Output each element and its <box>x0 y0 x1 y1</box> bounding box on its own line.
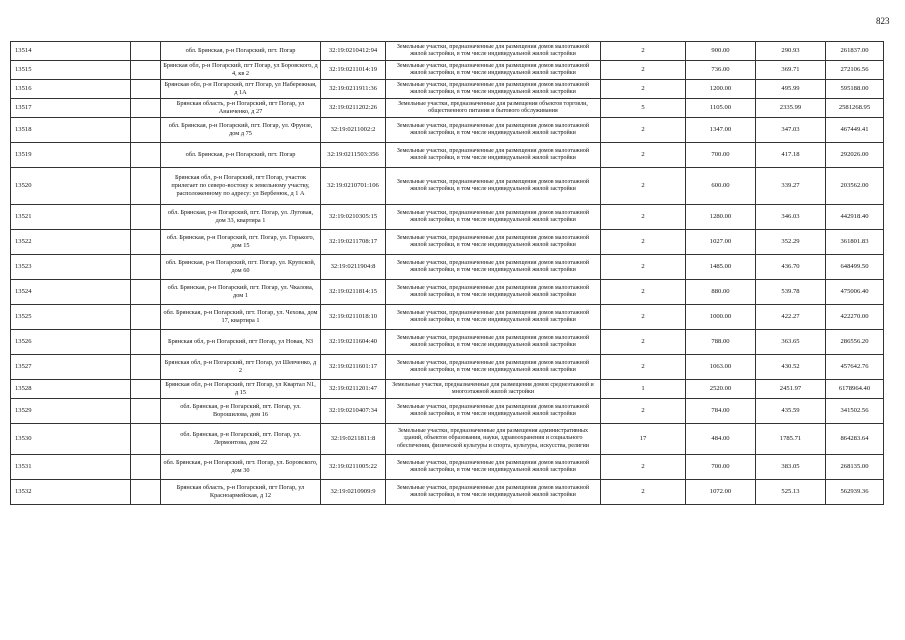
cell-address: обл. Брянская, р-н Погарский, пгт. Погар, ул. Боровского, дом 30 <box>161 455 321 480</box>
cell-group: 2 <box>601 118 686 143</box>
table-row <box>11 42 884 61</box>
cell-area: 788.00 <box>686 330 756 355</box>
cell-blank <box>131 42 161 61</box>
table-row <box>11 168 884 205</box>
cell-id: 13518 <box>11 118 131 143</box>
cell-specific-value: 363.65 <box>756 330 826 355</box>
cell-group: 2 <box>601 355 686 380</box>
cell-cadastral-number: 32:19:0210701:106 <box>321 168 386 205</box>
cell-cadastral-value: 6178964.40 <box>826 380 884 399</box>
table-row <box>11 99 884 118</box>
cell-specific-value: 369.71 <box>756 61 826 80</box>
cell-cadastral-value: 361801.83 <box>826 230 884 255</box>
cell-specific-value: 346.03 <box>756 205 826 230</box>
cell-blank <box>131 480 161 505</box>
cell-id: 13522 <box>11 230 131 255</box>
cell-cadastral-number: 32:19:0211201:47 <box>321 380 386 399</box>
cell-blank <box>131 205 161 230</box>
cell-cadastral-value: 268135.00 <box>826 455 884 480</box>
cell-address: обл. Брянская, р-н Погарский, пгт. Погар, ул. Чкалова, дом 1 <box>161 280 321 305</box>
cell-cadastral-value: 475006.40 <box>826 280 884 305</box>
cell-land-use: Земельные участки, предназначенные для размещения домов малоэтажной жилой застройки, в том числе индивидуальной жилой застройки <box>386 143 601 168</box>
cell-address: обл. Брянская, р-н Погарский, пгт. Погар, ул. Крупской, дом 60 <box>161 255 321 280</box>
cell-address: Брянская обл, р-н Погарский, пгт Погар, ул Новая, N3 <box>161 330 321 355</box>
cell-blank <box>131 305 161 330</box>
cell-id: 13514 <box>11 42 131 61</box>
cell-cadastral-value: 261837.00 <box>826 42 884 61</box>
cell-land-use: Земельные участки, предназначенные для размещения домов малоэтажной жилой застройки, в том числе индивидуальной жилой застройки <box>386 205 601 230</box>
cell-cadastral-number: 32:19:0211601:17 <box>321 355 386 380</box>
cell-id: 13524 <box>11 280 131 305</box>
cell-cadastral-number: 32:19:0211005:22 <box>321 455 386 480</box>
cell-blank <box>131 61 161 80</box>
cell-land-use: Земельные участки, предназначенные для размещения домов малоэтажной жилой застройки, в том числе индивидуальной жилой застройки <box>386 61 601 80</box>
cell-cadastral-value: 457642.76 <box>826 355 884 380</box>
cell-specific-value: 430.52 <box>756 355 826 380</box>
cell-group: 2 <box>601 230 686 255</box>
cell-cadastral-number: 32:19:0211708:17 <box>321 230 386 255</box>
cell-blank <box>131 255 161 280</box>
cell-address: обл. Брянская, р-н Погарский, пгт. Погар, ул. Чехова, дом 17, квартира 1 <box>161 305 321 330</box>
cell-address: обл. Брянская, р-н Погарский, пгт. Погар <box>161 143 321 168</box>
cell-area: 1200.00 <box>686 80 756 99</box>
table-row <box>11 355 884 380</box>
cell-cadastral-value: 292026.00 <box>826 143 884 168</box>
cell-blank <box>131 143 161 168</box>
cell-id: 13523 <box>11 255 131 280</box>
cell-area: 1000.00 <box>686 305 756 330</box>
cell-area: 1105.00 <box>686 99 756 118</box>
cell-area: 1280.00 <box>686 205 756 230</box>
cell-land-use: Земельные участки, предназначенные для размещения домов малоэтажной жилой застройки, в том числе индивидуальной жилой застройки <box>386 230 601 255</box>
cell-cadastral-number: 32:19:0210407:34 <box>321 399 386 424</box>
cell-area: 1072.00 <box>686 480 756 505</box>
cell-area: 1063.00 <box>686 355 756 380</box>
cell-group: 2 <box>601 280 686 305</box>
cell-address: обл. Брянская, р-н Погарский, пгт. Погар, ул. Фрунзе, дом д 75 <box>161 118 321 143</box>
cell-blank <box>131 80 161 99</box>
table-row <box>11 380 884 399</box>
table-row <box>11 61 884 80</box>
cell-group: 17 <box>601 424 686 455</box>
cell-blank <box>131 118 161 143</box>
cell-cadastral-number: 32:19:0211911:36 <box>321 80 386 99</box>
table-row <box>11 399 884 424</box>
cell-blank <box>131 380 161 399</box>
table-row <box>11 205 884 230</box>
cell-id: 13531 <box>11 455 131 480</box>
cell-blank <box>131 230 161 255</box>
cell-group: 5 <box>601 99 686 118</box>
cell-land-use: Земельные участки, предназначенные для размещения домов малоэтажной жилой застройки, в том числе индивидуальной жилой застройки <box>386 255 601 280</box>
table-row <box>11 230 884 255</box>
cell-id: 13532 <box>11 480 131 505</box>
cell-land-use: Земельные участки, предназначенные для размещения домов малоэтажной жилой застройки, в том числе индивидуальной жилой застройки <box>386 168 601 205</box>
cell-land-use: Земельные участки, предназначенные для размещения домов малоэтажной жилой застройки, в том числе индивидуальной жилой застройки <box>386 118 601 143</box>
cell-land-use: Земельные участки, предназначенные для размещения домов малоэтажной жилой застройки, в том числе индивидуальной жилой застройки <box>386 330 601 355</box>
cell-area: 2520.00 <box>686 380 756 399</box>
cell-group: 2 <box>601 480 686 505</box>
cell-group: 2 <box>601 42 686 61</box>
cell-address: обл. Брянская, р-н Погарский, пгт. Погар <box>161 42 321 61</box>
cell-specific-value: 2451.97 <box>756 380 826 399</box>
cell-id: 13517 <box>11 99 131 118</box>
table-row <box>11 424 884 455</box>
cell-specific-value: 2335.99 <box>756 99 826 118</box>
cell-area: 736.00 <box>686 61 756 80</box>
cell-id: 13529 <box>11 399 131 424</box>
table-row <box>11 280 884 305</box>
table-row <box>11 480 884 505</box>
cell-blank <box>131 168 161 205</box>
cell-address: обл. Брянская, р-н Погарский, пгт. Погар, ул. Лермонтова, дом 22 <box>161 424 321 455</box>
cell-id: 13528 <box>11 380 131 399</box>
cell-id: 13520 <box>11 168 131 205</box>
cell-cadastral-number: 32:19:0211604:40 <box>321 330 386 355</box>
cell-cadastral-number: 32:19:0211018:10 <box>321 305 386 330</box>
cell-blank <box>131 399 161 424</box>
cell-specific-value: 339.27 <box>756 168 826 205</box>
cell-group: 2 <box>601 330 686 355</box>
cell-blank <box>131 355 161 380</box>
cell-id: 13527 <box>11 355 131 380</box>
cell-cadastral-value: 203562.00 <box>826 168 884 205</box>
cell-land-use: Земельные участки, предназначенные для размещения домов малоэтажной жилой застройки, в том числе индивидуальной жилой застройки <box>386 355 601 380</box>
cell-cadastral-number: 32:19:0211002:2 <box>321 118 386 143</box>
cell-address: Брянская область, р-н Погарский, пгт Погар, ул Красноармейская, д 12 <box>161 480 321 505</box>
cell-cadastral-value: 864283.64 <box>826 424 884 455</box>
cell-land-use: Земельные участки, предназначенные для размещения домов среднеэтажной и многоэтажной жилой застройки <box>386 380 601 399</box>
cell-area: 484.00 <box>686 424 756 455</box>
cell-cadastral-number: 32:19:0211904:8 <box>321 255 386 280</box>
cell-cadastral-value: 648499.50 <box>826 255 884 280</box>
cell-specific-value: 290.93 <box>756 42 826 61</box>
table-row <box>11 255 884 280</box>
cell-cadastral-number: 32:19:0211503:356 <box>321 143 386 168</box>
cell-id: 13526 <box>11 330 131 355</box>
cell-cadastral-number: 32:19:0211814:15 <box>321 280 386 305</box>
cell-group: 2 <box>601 168 686 205</box>
cell-group: 2 <box>601 61 686 80</box>
cell-area: 700.00 <box>686 455 756 480</box>
cell-cadastral-number: 32:19:0210412:94 <box>321 42 386 61</box>
cell-address: Брянская обл, р-н Погарский, пгт Погар, ул Шевченко, д 2 <box>161 355 321 380</box>
cell-area: 700.00 <box>686 143 756 168</box>
cell-id: 13530 <box>11 424 131 455</box>
cell-address: обл. Брянская, р-н Погарский, пгт. Погар, ул. Ворошилова, дом 16 <box>161 399 321 424</box>
cell-land-use: Земельные участки, предназначенные для размещения домов малоэтажной жилой застройки, в том числе индивидуальной жилой застройки <box>386 42 601 61</box>
cell-id: 13515 <box>11 61 131 80</box>
cell-cadastral-number: 32:19:0210909:9 <box>321 480 386 505</box>
cell-cadastral-number: 32:19:0210305:15 <box>321 205 386 230</box>
cell-blank <box>131 280 161 305</box>
cell-address: Брянская обл, р-н Погарский, пгт Погар, ул Боровского, д 4, кв 2 <box>161 61 321 80</box>
cell-address: Брянская обл, р-н Погарский, пгт Погар, ул Набережная, д 1А <box>161 80 321 99</box>
cell-blank <box>131 99 161 118</box>
table-row <box>11 143 884 168</box>
cell-group: 2 <box>601 305 686 330</box>
cell-specific-value: 417.18 <box>756 143 826 168</box>
cell-specific-value: 436.70 <box>756 255 826 280</box>
cell-specific-value: 1785.71 <box>756 424 826 455</box>
table-row <box>11 118 884 143</box>
cell-cadastral-value: 467449.41 <box>826 118 884 143</box>
cell-group: 1 <box>601 380 686 399</box>
cell-group: 2 <box>601 399 686 424</box>
cell-address: Брянская обл, р-н Погарский, пгт Погар, участок прилегает по северо-востоку к земельному участку, расположенному по адресу: ул Вербенюк, д 1 А <box>161 168 321 205</box>
cell-specific-value: 383.05 <box>756 455 826 480</box>
cell-address: Брянская обл, р-н Погарский, пгт Погар, ул Квартал N1, д 15 <box>161 380 321 399</box>
table-row <box>11 80 884 99</box>
cell-cadastral-value: 442918.40 <box>826 205 884 230</box>
cell-land-use: Земельные участки, предназначенные для размещения домов малоэтажной жилой застройки, в том числе индивидуальной жилой застройки <box>386 280 601 305</box>
cell-group: 2 <box>601 143 686 168</box>
cell-cadastral-value: 2581268.95 <box>826 99 884 118</box>
cell-cadastral-value: 341502.56 <box>826 399 884 424</box>
cell-land-use: Земельные участки, предназначенные для размещения домов малоэтажной жилой застройки, в том числе индивидуальной жилой застройки <box>386 480 601 505</box>
cell-area: 900.00 <box>686 42 756 61</box>
cell-cadastral-value: 562939.36 <box>826 480 884 505</box>
cell-area: 600.00 <box>686 168 756 205</box>
cell-id: 13521 <box>11 205 131 230</box>
cell-blank <box>131 424 161 455</box>
cell-cadastral-number: 32:19:0211014:19 <box>321 61 386 80</box>
cell-group: 2 <box>601 455 686 480</box>
cell-specific-value: 539.78 <box>756 280 826 305</box>
cell-area: 880.00 <box>686 280 756 305</box>
cell-address: обл. Брянская, р-н Погарский, пгт. Погар, ул. Горького, дом 15 <box>161 230 321 255</box>
cell-cadastral-value: 272106.56 <box>826 61 884 80</box>
cell-cadastral-number: 32:19:0211811:8 <box>321 424 386 455</box>
cell-area: 1027.00 <box>686 230 756 255</box>
land-registry-table <box>10 41 884 505</box>
cell-land-use: Земельные участки, предназначенные для размещения домов малоэтажной жилой застройки, в том числе индивидуальной жилой застройки <box>386 305 601 330</box>
cell-cadastral-value: 286556.20 <box>826 330 884 355</box>
cell-group: 2 <box>601 80 686 99</box>
cell-specific-value: 525.13 <box>756 480 826 505</box>
cell-id: 13519 <box>11 143 131 168</box>
cell-group: 2 <box>601 205 686 230</box>
cell-specific-value: 495.99 <box>756 80 826 99</box>
cell-specific-value: 352.29 <box>756 230 826 255</box>
cell-cadastral-value: 595188.00 <box>826 80 884 99</box>
cell-area: 1485.00 <box>686 255 756 280</box>
page-number: 823 <box>876 16 890 26</box>
cell-land-use: Земельные участки, предназначенные для размещения домов малоэтажной жилой застройки, в том числе индивидуальной жилой застройки <box>386 455 601 480</box>
cell-specific-value: 422.27 <box>756 305 826 330</box>
cell-address: Брянская область, р-н Погарский, пгт Погар, ул Ананченко, д 27 <box>161 99 321 118</box>
registry-body <box>11 42 884 505</box>
cell-id: 13525 <box>11 305 131 330</box>
cell-land-use: Земельные участки, предназначенные для размещения домов малоэтажной жилой застройки, в том числе индивидуальной жилой застройки <box>386 80 601 99</box>
cell-land-use: Земельные участки, предназначенные для размещения административных зданий, объектов образования, науки, здравоохранения и социального обеспечения, физической культуры и спорта, культуры, искусства, религии <box>386 424 601 455</box>
table-row <box>11 455 884 480</box>
cell-land-use: Земельные участки, предназначенные для размещения объектов торговли, общественного питания и бытового обслуживания <box>386 99 601 118</box>
cell-cadastral-value: 422270.00 <box>826 305 884 330</box>
cell-specific-value: 435.59 <box>756 399 826 424</box>
cell-id: 13516 <box>11 80 131 99</box>
cell-cadastral-number: 32:19:0211202:26 <box>321 99 386 118</box>
cell-blank <box>131 330 161 355</box>
cell-address: обл. Брянская, р-н Погарский, пгт. Погар, ул. Луговая, дом 33, квартира 1 <box>161 205 321 230</box>
cell-area: 1347.00 <box>686 118 756 143</box>
cell-land-use: Земельные участки, предназначенные для размещения домов малоэтажной жилой застройки, в том числе индивидуальной жилой застройки <box>386 399 601 424</box>
cell-blank <box>131 455 161 480</box>
cell-group: 2 <box>601 255 686 280</box>
cell-specific-value: 347.03 <box>756 118 826 143</box>
table-row <box>11 305 884 330</box>
table-row <box>11 330 884 355</box>
cell-area: 784.00 <box>686 399 756 424</box>
